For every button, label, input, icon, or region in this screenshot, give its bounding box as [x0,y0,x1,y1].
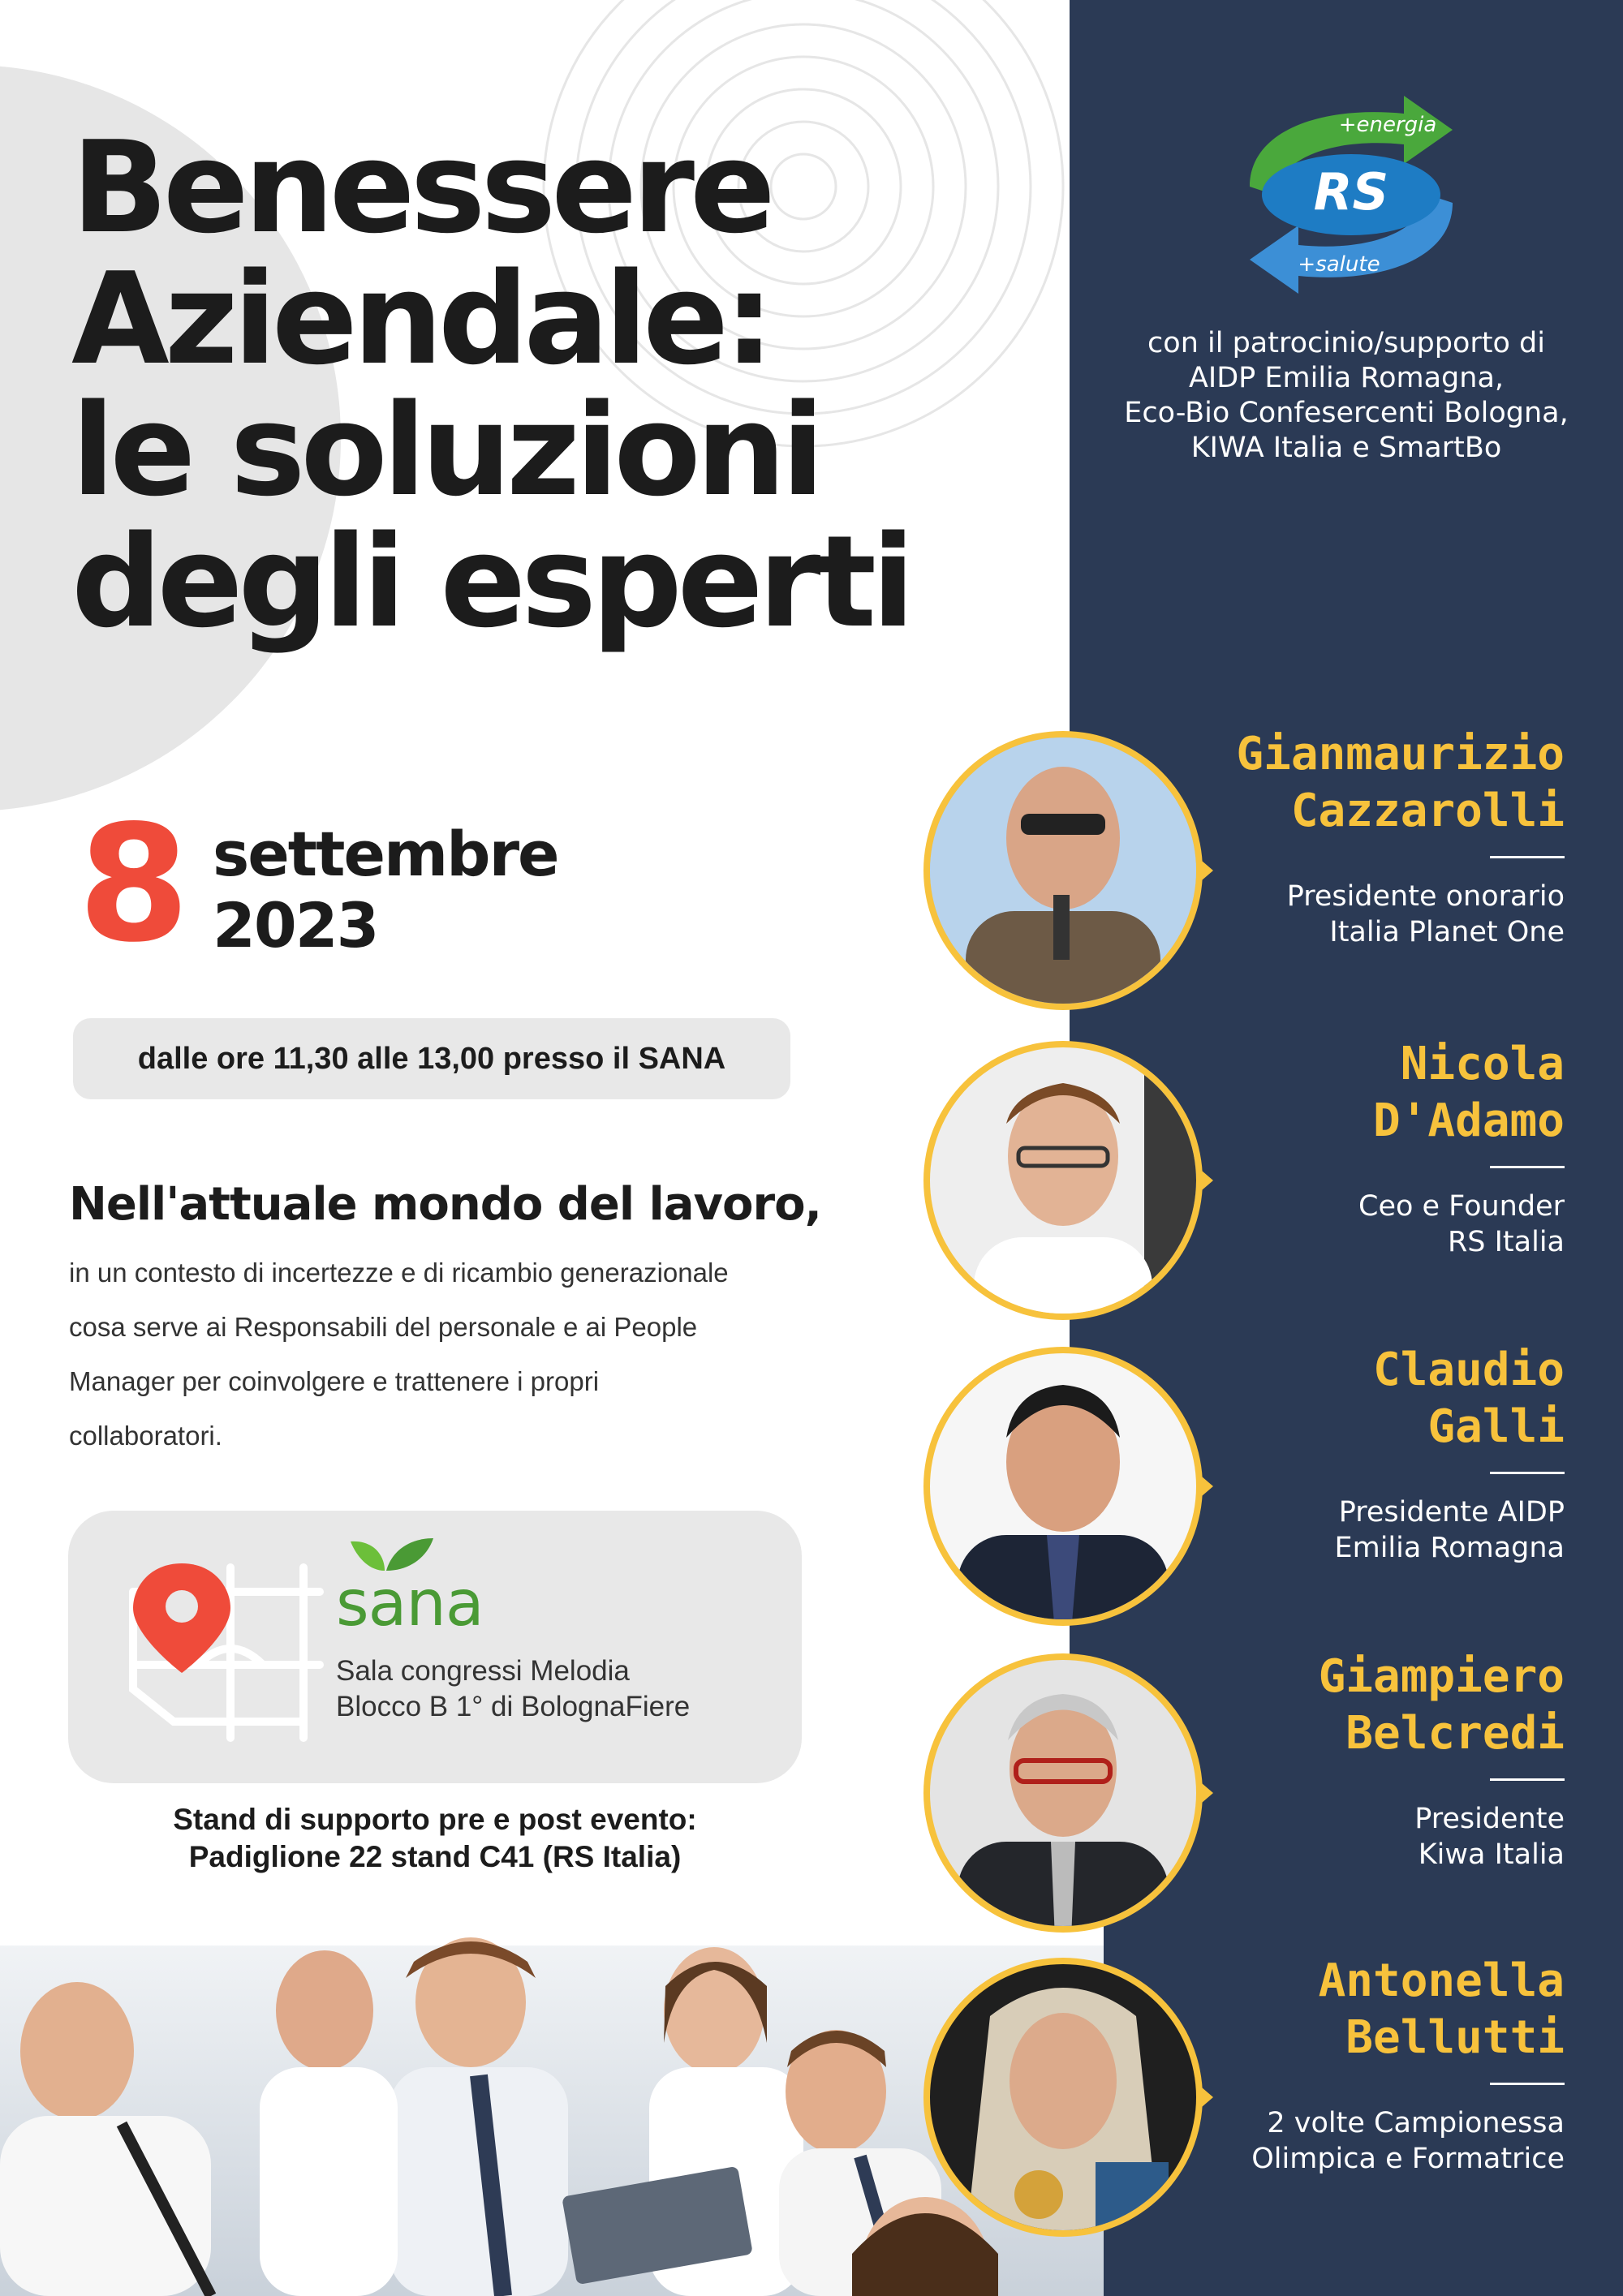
intro-line: in un contesto di incertezze e di ricambio generazionale [69,1258,729,1288]
speaker-organization: RS Italia [1447,1226,1565,1258]
patronage-text [1070,326,1623,466]
intro-body [69,1245,880,1463]
speaker-card [917,1951,1623,2243]
stand-location: Padiglione 22 stand C41 (RS Italia) [188,1840,682,1873]
patronage-line: Eco-Bio Confesercenti Bologna, [1124,397,1569,429]
title-line: degli esperti [71,508,911,656]
speaker-last-name: Bellutti [1345,2011,1565,2064]
speaker-portrait [917,1034,1209,1326]
venue-location: Blocco B 1° di BolognaFiere [336,1691,691,1722]
speaker-organization: Olimpica e Formatrice [1251,2143,1565,2175]
speaker-card [917,724,1623,1017]
rs-logo-bottom-text: +salute [1298,252,1380,277]
title-line: le soluzioni [71,376,820,524]
speaker-last-name: D'Adamo [1372,1094,1565,1147]
title-line: Benessere [71,114,771,261]
speaker-first-name: Antonella [1318,1954,1565,2007]
speaker-role: Ceo e Founder [1358,1190,1565,1223]
event-time-badge: dalle ore 11,30 alle 13,00 presso il SANA [73,1018,790,1099]
speaker-portrait [917,1951,1209,2243]
speaker-divider [1490,856,1565,858]
speaker-first-name: Gianmaurizio [1236,728,1565,780]
speaker-divider [1490,1778,1565,1781]
speaker-portrait [917,1340,1209,1632]
intro-heading: Nell'attuale mondo del lavoro, [69,1178,821,1231]
speaker-portrait [917,724,1209,1017]
speaker-portrait [917,1647,1209,1939]
event-month: settembre [213,818,558,890]
speaker-role: Presidente AIDP [1338,1496,1565,1529]
patronage-line: KIWA Italia e SmartBo [1190,432,1502,464]
speaker-last-name: Cazzarolli [1290,785,1565,837]
rs-italia-logo [1217,89,1485,300]
event-year: 2023 [213,889,378,961]
map-location-icon [117,1551,360,1746]
rs-logo-top-text: +energia [1338,113,1437,137]
speaker-card [917,1340,1623,1632]
speaker-role: 2 volte Campionessa [1267,2107,1565,2139]
title-line: Aziendale: [71,245,770,393]
intro-line: Manager per coinvolgere e trattenere i propri [69,1366,600,1396]
speaker-divider [1490,1472,1565,1474]
venue-room: Sala congressi Melodia [336,1655,630,1687]
sana-logo-text: sana [336,1567,484,1640]
speaker-divider [1490,2083,1565,2085]
speaker-role: Presidente [1414,1803,1565,1835]
stand-heading: Stand di supporto pre e post evento: [173,1803,697,1836]
speaker-card [917,1034,1623,1326]
speaker-last-name: Belcredi [1345,1707,1565,1760]
speaker-first-name: Nicola [1400,1038,1565,1090]
patronage-line: con il patrocinio/supporto di [1147,327,1545,359]
event-title [71,114,1070,656]
speaker-organization: Kiwa Italia [1418,1838,1565,1871]
speaker-first-name: Claudio [1372,1344,1565,1396]
rs-logo-text: RS [1313,162,1389,221]
speaker-role: Presidente onorario [1286,880,1565,913]
speaker-divider [1490,1166,1565,1168]
speaker-organization: Italia Planet One [1329,916,1565,948]
venue-card [68,1511,802,1783]
speaker-first-name: Giampiero [1318,1650,1565,1703]
intro-line: cosa serve ai Responsabili del personale e ai People [69,1312,698,1342]
speaker-last-name: Galli [1427,1400,1565,1453]
speaker-card [917,1647,1623,1939]
event-day: 8 [78,790,187,978]
speaker-organization: Emilia Romagna [1334,1532,1565,1564]
intro-line: collaboratori. [69,1421,222,1451]
patronage-line: AIDP Emilia Romagna, [1188,362,1505,394]
